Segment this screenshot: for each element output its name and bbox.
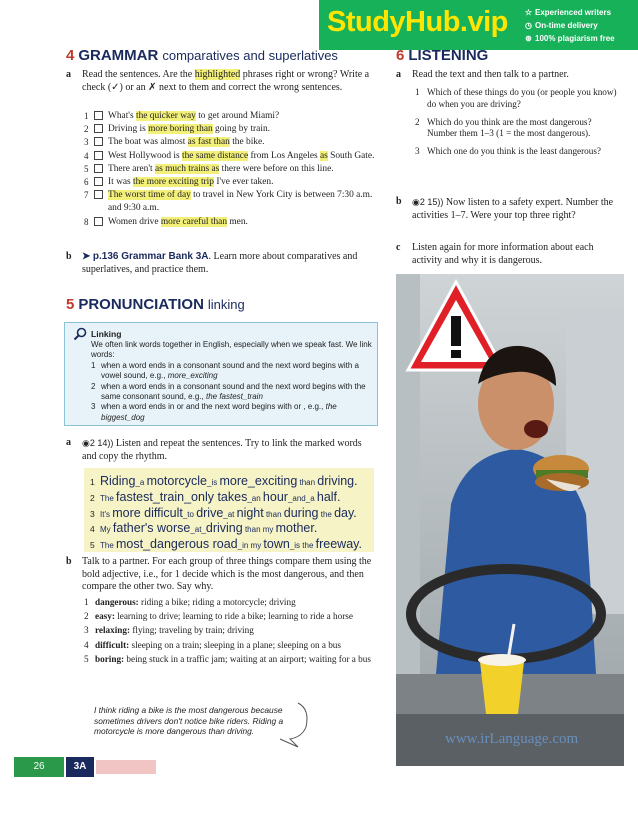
- arrow-right-icon: ➤: [82, 251, 91, 262]
- linking-word: mother.: [275, 521, 318, 536]
- linking-rule: [91, 402, 373, 423]
- sentence-number: 8: [84, 216, 89, 227]
- sentence-before: There aren't: [108, 163, 155, 174]
- linking-word: more_exciting: [219, 474, 298, 488]
- linking-word: It's: [100, 509, 113, 519]
- adjective-group: [84, 611, 374, 623]
- sentence-text: [108, 176, 384, 189]
- rule-description: when a word ends in a consonant sound and the next word begins with the same consonant sound, e.g.,: [101, 381, 366, 402]
- question-text: Which of these things do you (or people you know) do when you are driving?: [427, 87, 617, 109]
- group-items: sleeping on a train; sleeping in a plane; sleeping on a bus: [129, 639, 341, 650]
- driver-eating-photo: [396, 274, 624, 766]
- answer-checkbox[interactable]: [94, 164, 103, 173]
- grammar-sentence: [84, 136, 384, 149]
- adjective-groups-list: [84, 597, 374, 668]
- linking-word: day.: [334, 505, 357, 520]
- linking-word: than: [263, 509, 284, 519]
- sentence-after: to get around Miami?: [195, 111, 280, 121]
- linking-word: _is the: [289, 541, 316, 551]
- rule-number: 3: [91, 402, 96, 412]
- audio-icon[interactable]: ◉2 15)): [412, 197, 444, 207]
- rule-text: [101, 382, 373, 403]
- audio-icon[interactable]: ◉2 14)): [82, 438, 114, 448]
- rule-number: 1: [91, 360, 96, 370]
- linking-rule: [91, 361, 373, 382]
- unit-label: 3A: [66, 757, 94, 777]
- listening-heading: 6 LISTENING: [396, 47, 489, 64]
- linking-sentence-number: 5: [90, 540, 95, 551]
- rule-example: the fastest_train: [205, 392, 263, 402]
- sentence-number: 3: [84, 137, 89, 148]
- sentence-number: 7: [84, 190, 89, 201]
- sentence-number: 2: [84, 124, 89, 135]
- linking-word: motorcycle: [146, 474, 207, 488]
- question-number: 1: [415, 87, 420, 97]
- sentence-text: [108, 136, 384, 149]
- sentence-before: It was: [108, 177, 133, 188]
- pronunciation-heading: 5 PRONUNCIATION linking: [66, 296, 245, 313]
- grammar-bank-link[interactable]: p.136 Grammar Bank 3A: [92, 251, 209, 262]
- grammar-sentence: [84, 163, 384, 176]
- linking-word: driving: [205, 521, 243, 536]
- sentence-text: [108, 110, 384, 123]
- group-text: [95, 611, 353, 623]
- sentence-after: the bike.: [229, 137, 265, 148]
- linking-word: _a: [135, 478, 147, 487]
- sentence-after: I've ever taken.: [213, 177, 274, 188]
- sentence-after: to travel in New York City is between 7:30 a.m. and 9:30 a.m.: [108, 190, 373, 214]
- adjective-group: [84, 625, 374, 637]
- highlighted-phrase: as much trains as: [154, 163, 220, 174]
- linking-word: _an: [247, 493, 263, 503]
- linking-box-title: Linking: [91, 329, 122, 339]
- clock-icon: ◷: [525, 21, 532, 30]
- group-number: 1: [84, 597, 89, 607]
- feature-plagiarism: ⊛ 100% plagiarism free: [525, 34, 615, 43]
- group-adjective: boring:: [95, 653, 125, 664]
- sentence-number: 4: [84, 150, 89, 161]
- sentence-text: [108, 216, 384, 229]
- sentence-number: 6: [84, 177, 89, 188]
- sentence-number: 1: [84, 111, 89, 121]
- linking-sentence: [90, 535, 362, 553]
- grammar-sentence: [84, 216, 384, 229]
- sentence-after: there were before on this line.: [219, 163, 334, 174]
- grammar-sentence-list: [84, 110, 384, 229]
- linking-word: The: [100, 541, 117, 551]
- linking-word: half.: [316, 489, 341, 504]
- highlighted-phrase: more boring than: [148, 124, 213, 135]
- highlighted-phrase: more careful than: [160, 216, 228, 227]
- linking-word: _is: [207, 478, 220, 487]
- rule-number: 2: [91, 381, 96, 391]
- highlighted-phrase: the same distance: [181, 150, 249, 161]
- linking-word: most_dangerous road: [116, 537, 238, 552]
- group-adjective: difficult:: [95, 639, 130, 650]
- sentence-text: [108, 150, 384, 163]
- linking-word: fastest_train_only takes: [116, 489, 248, 504]
- listening-questions: [415, 87, 620, 164]
- linking-word: hour: [262, 489, 288, 504]
- listening-question: [415, 146, 620, 158]
- question-text: Which do you think are the most dangerous? Number them 1–3 (1 = the most dangerous).: [427, 116, 592, 139]
- linking-sentences-strip: [84, 468, 374, 552]
- answer-checkbox[interactable]: [94, 137, 103, 146]
- answer-checkbox[interactable]: [94, 124, 103, 133]
- footer-decoration: [96, 760, 156, 774]
- rule-description: when a word ends in or and the next word begins with or , e.g.,: [101, 402, 324, 412]
- grammar-sentence: [84, 176, 384, 189]
- sentence-number: 5: [84, 163, 89, 174]
- group-number: 5: [84, 653, 89, 664]
- group-text: [95, 640, 341, 652]
- linking-word: than: [297, 478, 318, 487]
- group-items: learning to drive; learning to ride a bike; learning to ride a horse: [114, 611, 353, 622]
- highlighted-phrase: The worst time of day: [108, 190, 191, 201]
- listening-question: [415, 117, 620, 140]
- answer-checkbox[interactable]: [94, 111, 103, 120]
- grammar-heading: 4 GRAMMAR comparatives and superlatives: [66, 47, 338, 64]
- linking-word: than my: [242, 525, 276, 535]
- studyhub-banner[interactable]: [319, 0, 638, 50]
- grammar-sentence: [84, 189, 384, 215]
- rule-example: more_exciting: [167, 371, 218, 381]
- listening-instruction-c: c Listen again for more information about each activity and why it is dangerous.: [396, 242, 594, 266]
- linking-box-intro: We often link words together in English, especially when we speak fast. We link words:: [91, 340, 372, 360]
- linking-word: more difficult: [112, 505, 183, 520]
- feature-experienced-writers: ☆ Experienced writers: [524, 8, 612, 17]
- group-items: flying; traveling by train; driving: [130, 625, 254, 636]
- sentence-before: West Hollywood is: [108, 150, 182, 161]
- linking-sentence-number: 1: [90, 477, 95, 487]
- listening-instruction-b: b ◉2 15)) Now listen to a safety expert. Number the activities 1–7. Were your top three right?: [396, 196, 614, 221]
- highlighted-phrase: as fast than: [187, 137, 230, 148]
- linking-word: freeway.: [315, 537, 362, 552]
- linking-word: father's worse: [112, 521, 191, 536]
- pronunciation-instruction-b: b Talk to a partner. For each group of three things compare them using the bold adjective, i.e., for 1 decide which is the most dangerous, and then compare the other two. Say why.: [66, 556, 372, 592]
- linking-sentence-number: 4: [90, 524, 95, 535]
- answer-checkbox[interactable]: [94, 177, 103, 186]
- group-adjective: dangerous:: [95, 597, 139, 607]
- feature-on-time: ◷ On-time delivery: [525, 21, 598, 30]
- grammar-sentence: [84, 150, 384, 163]
- group-text: [95, 625, 254, 637]
- grammar-sentence: [84, 123, 384, 136]
- listening-question: [415, 87, 620, 110]
- linking-word: the: [318, 509, 335, 519]
- linking-rule: [91, 382, 373, 403]
- linking-word: drive: [196, 505, 224, 520]
- grammar-instruction-a: a Read the sentences. Are the highlighted phrases right or wrong? Write a check (✓) or an ✗ next to them and correct the wrong sentences.: [66, 69, 370, 93]
- sentence-after: South Gate.: [327, 150, 375, 161]
- question-text: Which one do you think is the least dangerous?: [427, 146, 602, 157]
- group-adjective: relaxing:: [95, 625, 131, 636]
- highlighted-phrase: the quicker way: [135, 111, 196, 121]
- linking-word: _in my: [237, 541, 264, 551]
- group-items: being stuck in a traffic jam; waiting at an airport; waiting for a bus: [124, 653, 371, 664]
- group-text: [95, 654, 371, 666]
- adjective-group: [84, 654, 374, 666]
- linking-word: _and_a: [287, 493, 317, 503]
- group-number: 4: [84, 639, 89, 650]
- linking-word: _to: [182, 509, 197, 519]
- group-adjective: easy:: [95, 611, 115, 622]
- linking-info-box: [64, 322, 378, 426]
- highlighted-word: highlighted: [194, 69, 241, 80]
- rule-description: when a word ends in a consonant sound and the next word begins with a vowel sound, e.g.,: [101, 360, 359, 381]
- sentence-after: men.: [227, 216, 248, 227]
- rule-text: [101, 402, 373, 423]
- question-number: 2: [415, 116, 420, 127]
- linking-sentence-number: 2: [90, 492, 95, 503]
- speech-bubble: I think riding a bike is the most dangerous because sometimes drivers don't notice bike riders. Riding a motorcycle is more dangerous than driving.: [88, 703, 308, 749]
- adjective-group: [84, 640, 374, 652]
- linking-word: during: [283, 505, 319, 520]
- rule-text: [101, 361, 373, 382]
- highlighted-phrase: as: [319, 150, 328, 161]
- grammar-sentence: [84, 110, 384, 123]
- sentence-before: The boat was almost: [108, 137, 188, 148]
- grammar-instruction-b: b ➤ p.136 Grammar Bank 3A. Learn more about comparatives and superlatives, and practice them.: [66, 251, 358, 275]
- linking-word: _at: [223, 509, 237, 519]
- linking-word: town: [263, 537, 290, 552]
- highlighted-phrase: the more exciting trip: [133, 177, 214, 188]
- watermark: www.irLanguage.com: [445, 731, 579, 747]
- pronunciation-instruction-a: a ◉2 14)) Listen and repeat the sentences. Try to link the marked words and copy the rhythm.: [66, 437, 362, 462]
- page-number: 26: [14, 757, 64, 777]
- answer-checkbox[interactable]: [94, 151, 103, 160]
- sentence-after: going by train.: [212, 124, 270, 135]
- sentence-text: [108, 163, 384, 176]
- star-icon: ☆: [524, 8, 533, 17]
- listening-instruction-a: a Read the text and then talk to a partner.: [396, 69, 569, 80]
- rule-example: the biggest_dog: [101, 402, 337, 422]
- question-number: 3: [415, 146, 420, 157]
- linking-word: night: [236, 505, 264, 520]
- group-text: [95, 597, 296, 609]
- sentence-after: from Los Angeles: [248, 150, 320, 161]
- studyhub-logo[interactable]: StudyHub.vip: [327, 6, 508, 38]
- group-number: 2: [84, 611, 89, 622]
- sentence-before: What's: [108, 111, 136, 121]
- answer-checkbox[interactable]: [94, 190, 103, 199]
- badge-icon: ⊛: [525, 34, 532, 43]
- linking-word: driving.: [317, 474, 358, 488]
- sentence-before: Driving is: [108, 124, 149, 135]
- sentence-before: Women drive: [108, 216, 161, 227]
- linking-word: _at_: [190, 525, 206, 535]
- adjective-group: [84, 597, 374, 609]
- sentence-text: [108, 123, 384, 136]
- linking-word: Riding: [100, 474, 136, 488]
- linking-word: My: [100, 525, 113, 535]
- answer-checkbox[interactable]: [94, 217, 103, 226]
- sentence-text: [108, 189, 384, 215]
- magnifier-icon: [73, 327, 87, 341]
- linking-word: The: [100, 493, 117, 503]
- group-items: riding a bike; riding a motorcycle; driving: [138, 597, 296, 607]
- linking-sentence-number: 3: [90, 508, 95, 519]
- group-number: 3: [84, 625, 89, 636]
